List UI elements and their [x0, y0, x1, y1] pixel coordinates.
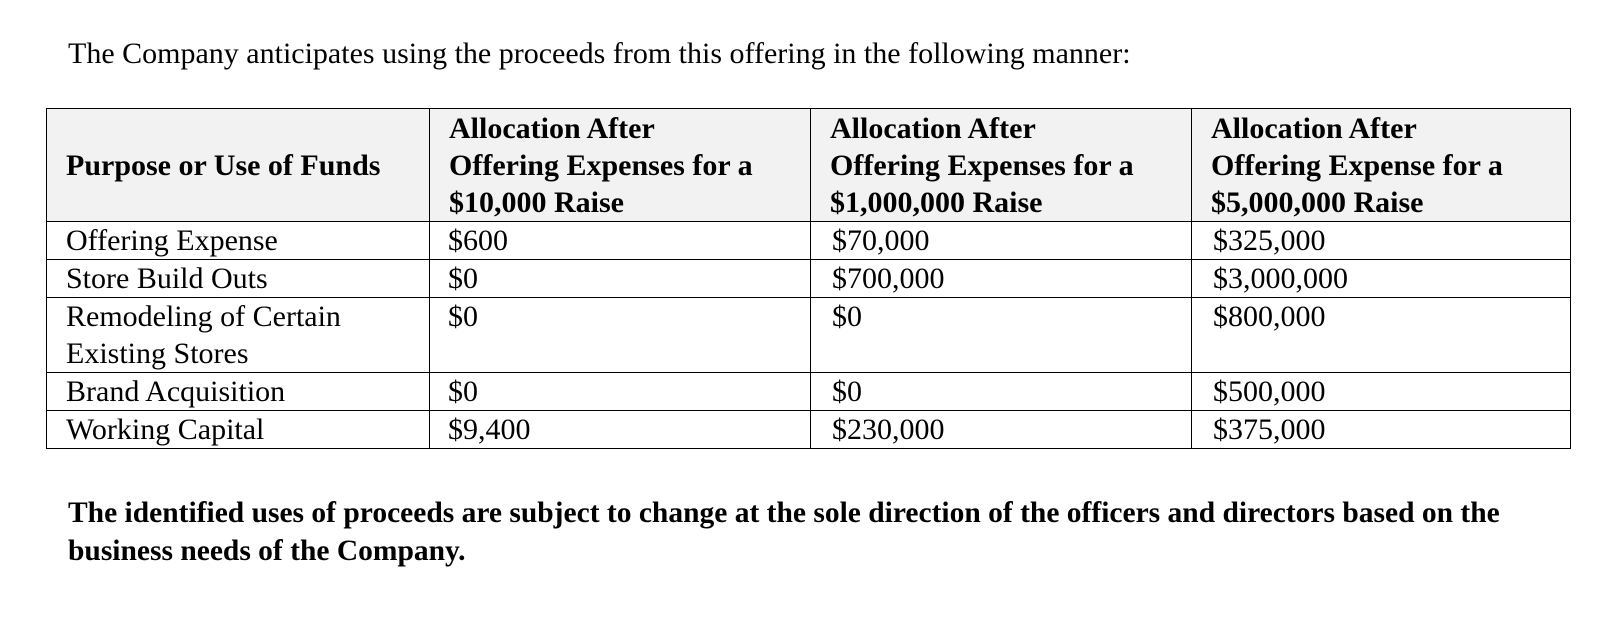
header-line: Allocation After — [1211, 112, 1417, 145]
header-1m-raise — [811, 109, 1192, 222]
header-purpose-text: Purpose or Use of Funds — [66, 149, 381, 182]
purpose-text: Existing Stores — [66, 337, 249, 370]
row-purpose — [47, 373, 430, 411]
use-of-funds-table — [46, 108, 1571, 449]
row-value-1m: $0 — [811, 298, 1192, 373]
row-value-5m: $3,000,000 — [1192, 260, 1571, 298]
row-value-10k: $0 — [430, 298, 811, 373]
header-line: Allocation After — [830, 112, 1036, 145]
row-value-1m: $700,000 — [811, 260, 1192, 298]
row-purpose — [47, 298, 430, 373]
header-line: Offering Expense for a — [1211, 149, 1503, 182]
row-value-1m: $0 — [811, 373, 1192, 411]
header-line: Offering Expenses for a — [449, 149, 753, 182]
row-purpose — [47, 222, 430, 260]
row-value-5m: $325,000 — [1192, 222, 1571, 260]
header-line: $10,000 Raise — [449, 186, 624, 219]
row-value-10k: $9,400 — [430, 411, 811, 449]
table-row — [47, 373, 1571, 411]
header-5m-raise — [1192, 109, 1571, 222]
header-line: $1,000,000 Raise — [830, 186, 1043, 219]
row-value-10k: $0 — [430, 373, 811, 411]
row-value-1m: $230,000 — [811, 411, 1192, 449]
disclaimer-note: The identified uses of proceeds are subject to change at the sole direction of the officers and directors based on the business needs of the Company. — [68, 497, 1500, 567]
table-header — [47, 109, 1571, 222]
table-row — [47, 298, 1571, 373]
row-value-10k: $600 — [430, 222, 811, 260]
header-row — [47, 109, 1571, 222]
header-line: $5,000,000 Raise — [1211, 186, 1424, 219]
row-value-5m: $375,000 — [1192, 411, 1571, 449]
header-10k-raise — [430, 109, 811, 222]
purpose-text: Brand Acquisition — [66, 375, 286, 408]
header-purpose — [47, 109, 430, 222]
header-line: Offering Expenses for a — [830, 149, 1134, 182]
table-row — [47, 411, 1571, 449]
row-value-5m: $500,000 — [1192, 373, 1571, 411]
purpose-text: Offering Expense — [66, 224, 278, 257]
table-row — [47, 260, 1571, 298]
row-purpose — [47, 260, 430, 298]
table-row — [47, 222, 1571, 260]
purpose-text: Remodeling of Certain — [66, 300, 341, 333]
purpose-text: Working Capital — [66, 413, 265, 446]
header-line: Allocation After — [449, 112, 655, 145]
row-value-10k: $0 — [430, 260, 811, 298]
row-value-1m: $70,000 — [811, 222, 1192, 260]
intro-paragraph: The Company anticipates using the proceeds from this offering in the following manner: — [68, 37, 1131, 70]
row-value-5m: $800,000 — [1192, 298, 1571, 373]
table-body — [47, 222, 1571, 449]
purpose-text: Store Build Outs — [66, 262, 268, 295]
row-purpose — [47, 411, 430, 449]
